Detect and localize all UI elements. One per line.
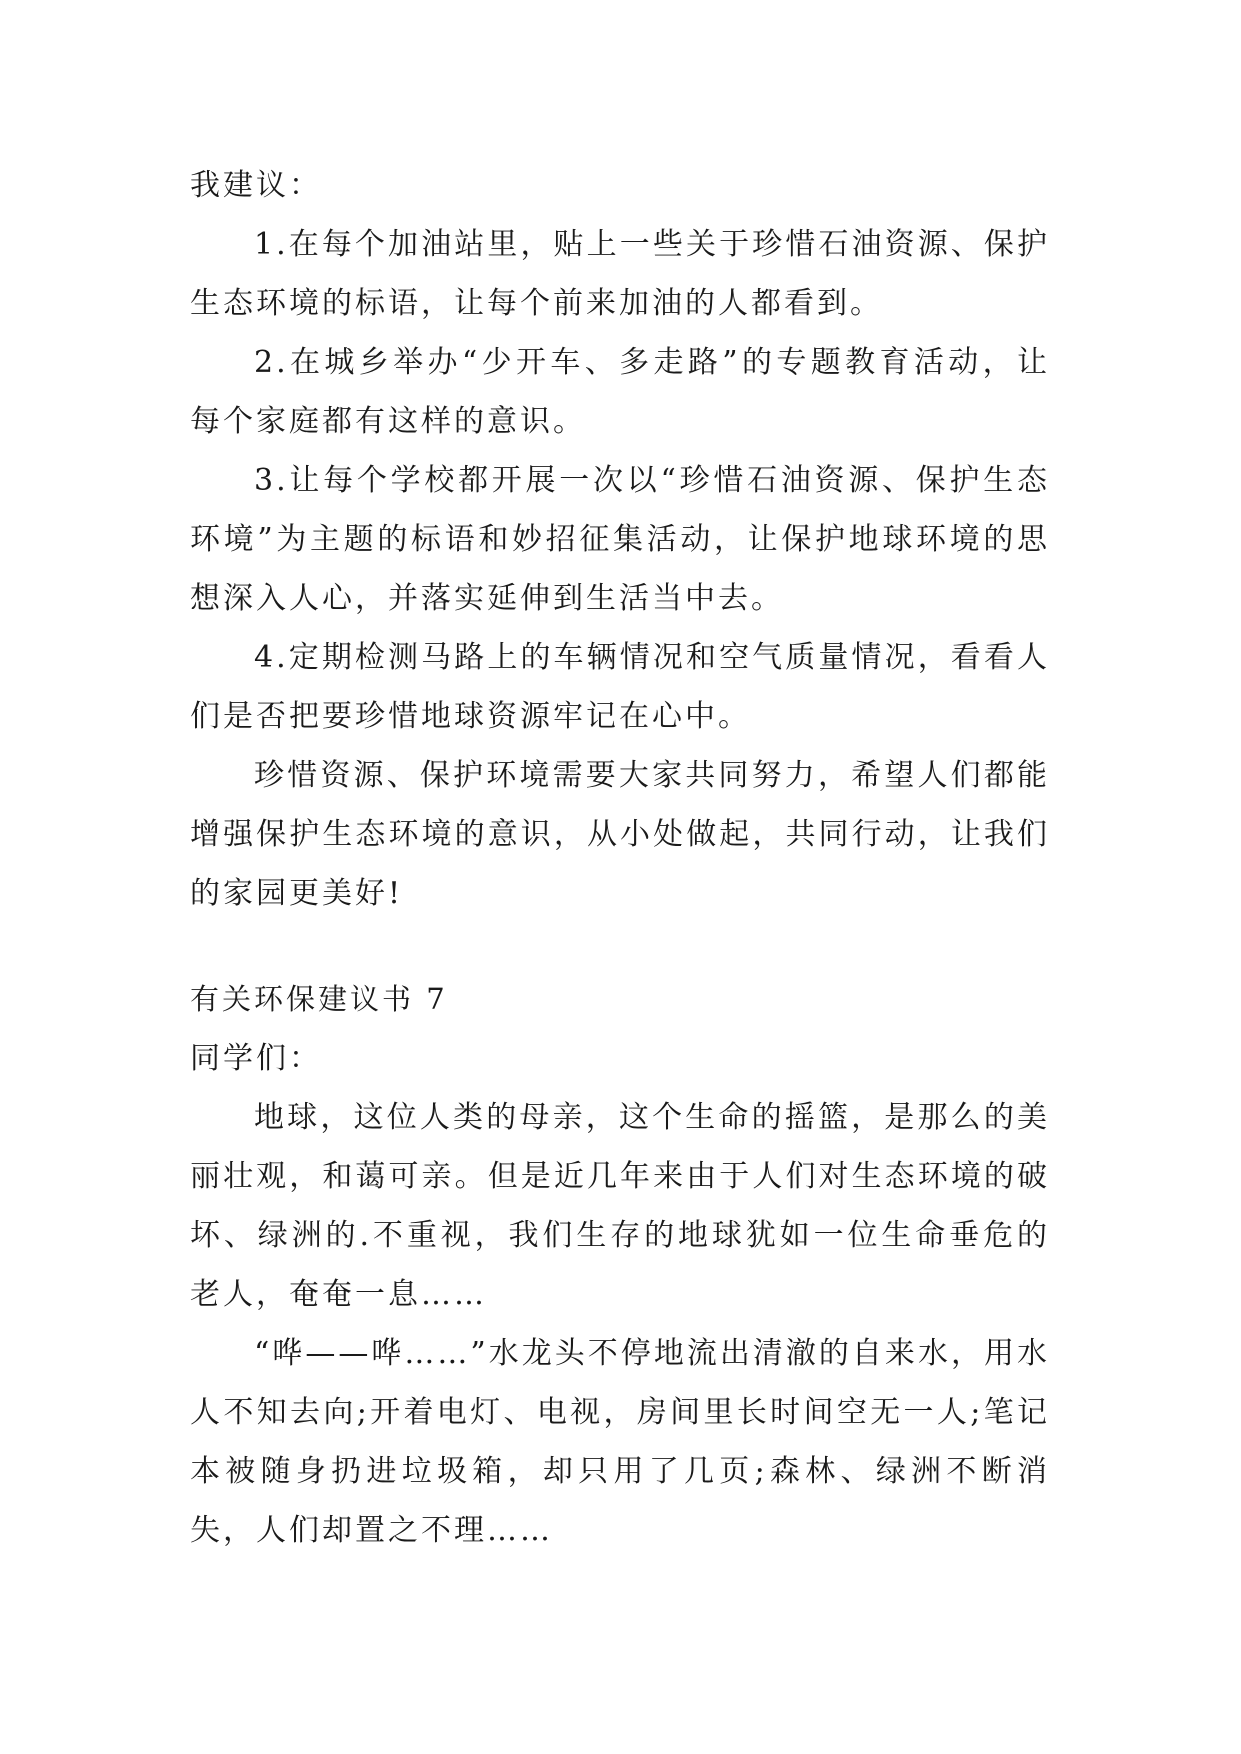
proposal-item-4: 4.定期检测马路上的车辆情况和空气质量情况，看看人们是否把要珍惜地球资源牢记在心中。 bbox=[190, 640, 1050, 734]
section-title: 有关环保建议书 7 bbox=[190, 982, 448, 1016]
proposal-item-1: 1.在每个加油站里，贴上一些关于珍惜石油资源、保护生态环境的标语，让每个前来加油的人都看到。 bbox=[190, 227, 1050, 321]
letter-paragraph-1: 地球，这位人类的母亲，这个生命的摇篮，是那么的美丽壮观，和蔼可亲。但是近几年来由于人们对生态环境的破坏、绿洲的.不重视，我们生存的地球犹如一位生命垂危的老人，奄奄一息…… bbox=[190, 1100, 1050, 1312]
proposal-item-2: 2.在城乡举办“少开车、多走路”的专题教育活动，让每个家庭都有这样的意识。 bbox=[190, 345, 1050, 439]
proposal-section bbox=[190, 156, 1050, 923]
closing-paragraph: 珍惜资源、保护环境需要大家共同努力，希望人们都能增强保护生态环境的意识，从小处做起，共同行动，让我们的家园更美好! bbox=[190, 758, 1050, 911]
letter-section bbox=[190, 970, 1050, 1560]
letter-greeting: 同学们： bbox=[190, 1041, 322, 1076]
letter-paragraph-2: “哗——哗……”水龙头不停地流出清澈的自来水，用水人不知去向;开着电灯、电视，房间里长时间空无一人;笔记本被随身扔进垃圾箱，却只用了几页;森林、绿洲不断消失，人们却置之不理…… bbox=[190, 1336, 1050, 1548]
proposal-item-3: 3.让每个学校都开展一次以“珍惜石油资源、保护生态环境”为主题的标语和妙招征集活动，让保护地球环境的思想深入人心，并落实延伸到生活当中去。 bbox=[190, 463, 1050, 616]
proposal-intro: 我建议： bbox=[190, 168, 322, 203]
